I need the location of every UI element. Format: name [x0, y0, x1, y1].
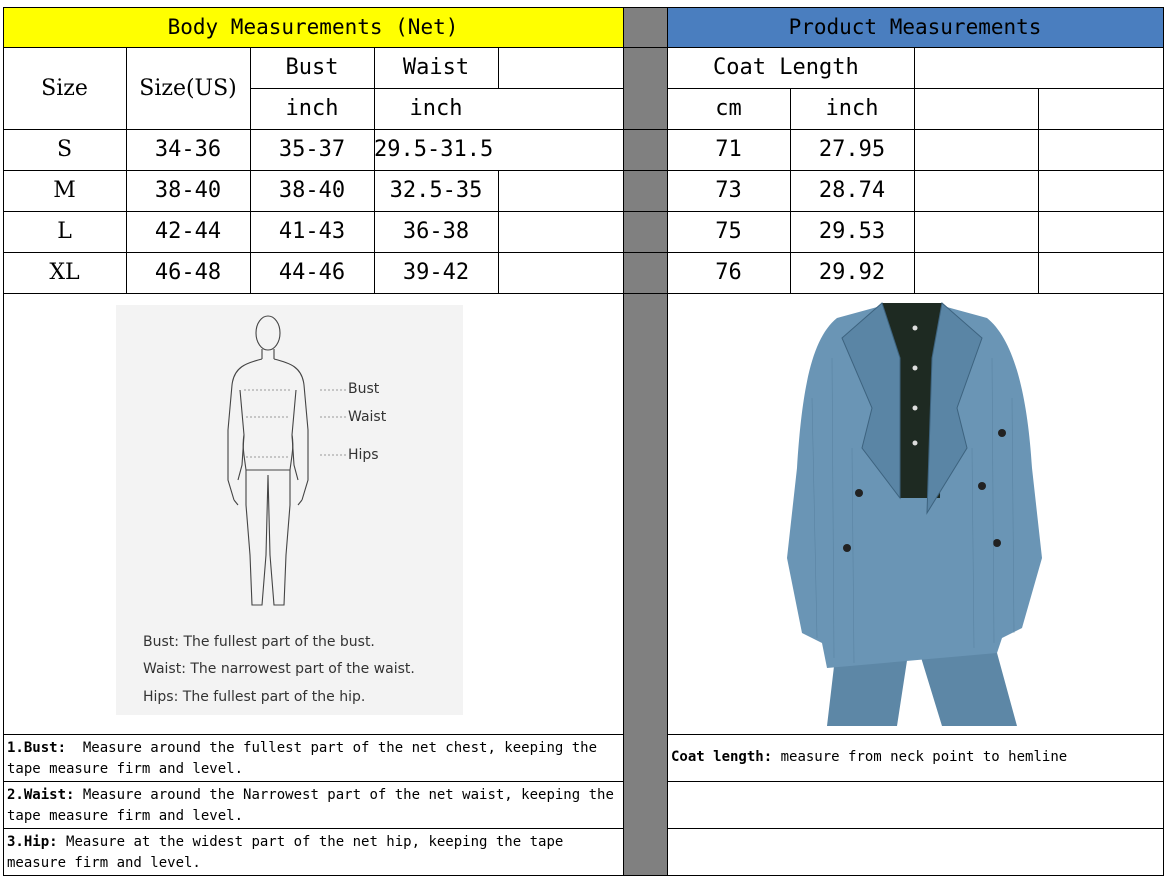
body-measurements-header [3, 7, 623, 47]
product-measurements-header [667, 7, 1163, 47]
note-bust: 1.Bust: Measure around the fullest part of the net chest, keeping the tape measure firm and level. [7, 740, 598, 777]
table-row: XL [49, 260, 80, 285]
note-coat-length: Coat length: measure from neck point to hemline [671, 749, 1068, 765]
product-header-text: Product Measurements [788, 15, 1042, 39]
size-header: Size [41, 75, 88, 101]
bust-label: Bust [348, 381, 380, 397]
cell-inch: 29.53 [818, 219, 886, 244]
cell-cm: 73 [715, 178, 742, 203]
table-row: S [56, 137, 73, 162]
table-row: L [57, 219, 72, 244]
cell-inch: 27.95 [818, 137, 886, 162]
cell-waist: 39-42 [402, 260, 470, 285]
cell-us: 38-40 [154, 178, 222, 203]
figure-desc-hips: Hips: The fullest part of the hip. [143, 689, 366, 705]
note-hip: 3.Hip: Measure at the widest part of the net hip, keeping the tape measure firm and level. [7, 834, 564, 871]
cell-waist: 32.5-35 [389, 178, 483, 203]
cell-us: 42-44 [154, 219, 222, 244]
hips-label: Hips [348, 447, 379, 463]
cell-bust: 44-46 [278, 260, 346, 285]
cell-cm: 75 [715, 219, 742, 244]
cell-waist: 29.5-31.5 [374, 137, 494, 162]
figure-desc-waist: Waist: The narrowest part of the waist. [143, 661, 415, 677]
cell-us: 34-36 [154, 137, 222, 162]
waist-header: Waist [402, 55, 470, 80]
waist-unit: inch [409, 96, 463, 121]
body-header-text: Body Measurements (Net) [167, 15, 459, 39]
cell-us: 46-48 [154, 260, 222, 285]
cell-cm: 76 [715, 260, 742, 285]
cell-bust: 38-40 [278, 178, 346, 203]
bust-header: Bust [285, 55, 339, 80]
size-us-header: Size(US) [139, 75, 237, 101]
cell-cm: 71 [715, 137, 742, 162]
body-outline-icon [116, 305, 463, 715]
body-figure-panel [116, 305, 463, 715]
coat-inch-unit: inch [825, 96, 879, 121]
suit-photo [782, 298, 1042, 728]
cell-bust: 41-43 [278, 219, 346, 244]
bust-unit: inch [285, 96, 339, 121]
table-row: M [53, 178, 76, 203]
coat-length-header: Coat Length [713, 55, 859, 80]
coat-cm-unit: cm [715, 96, 742, 121]
waist-label: Waist [348, 409, 387, 425]
note-waist: 2.Waist: Measure around the Narrowest part of the net waist, keeping the tape measure firm and level. [7, 787, 614, 824]
gray-divider-column [623, 7, 667, 876]
cell-bust: 35-37 [278, 137, 346, 162]
cell-waist: 36-38 [402, 219, 470, 244]
cell-inch: 28.74 [818, 178, 886, 203]
figure-desc-bust: Bust: The fullest part of the bust. [143, 634, 375, 650]
cell-inch: 29.92 [818, 260, 886, 285]
